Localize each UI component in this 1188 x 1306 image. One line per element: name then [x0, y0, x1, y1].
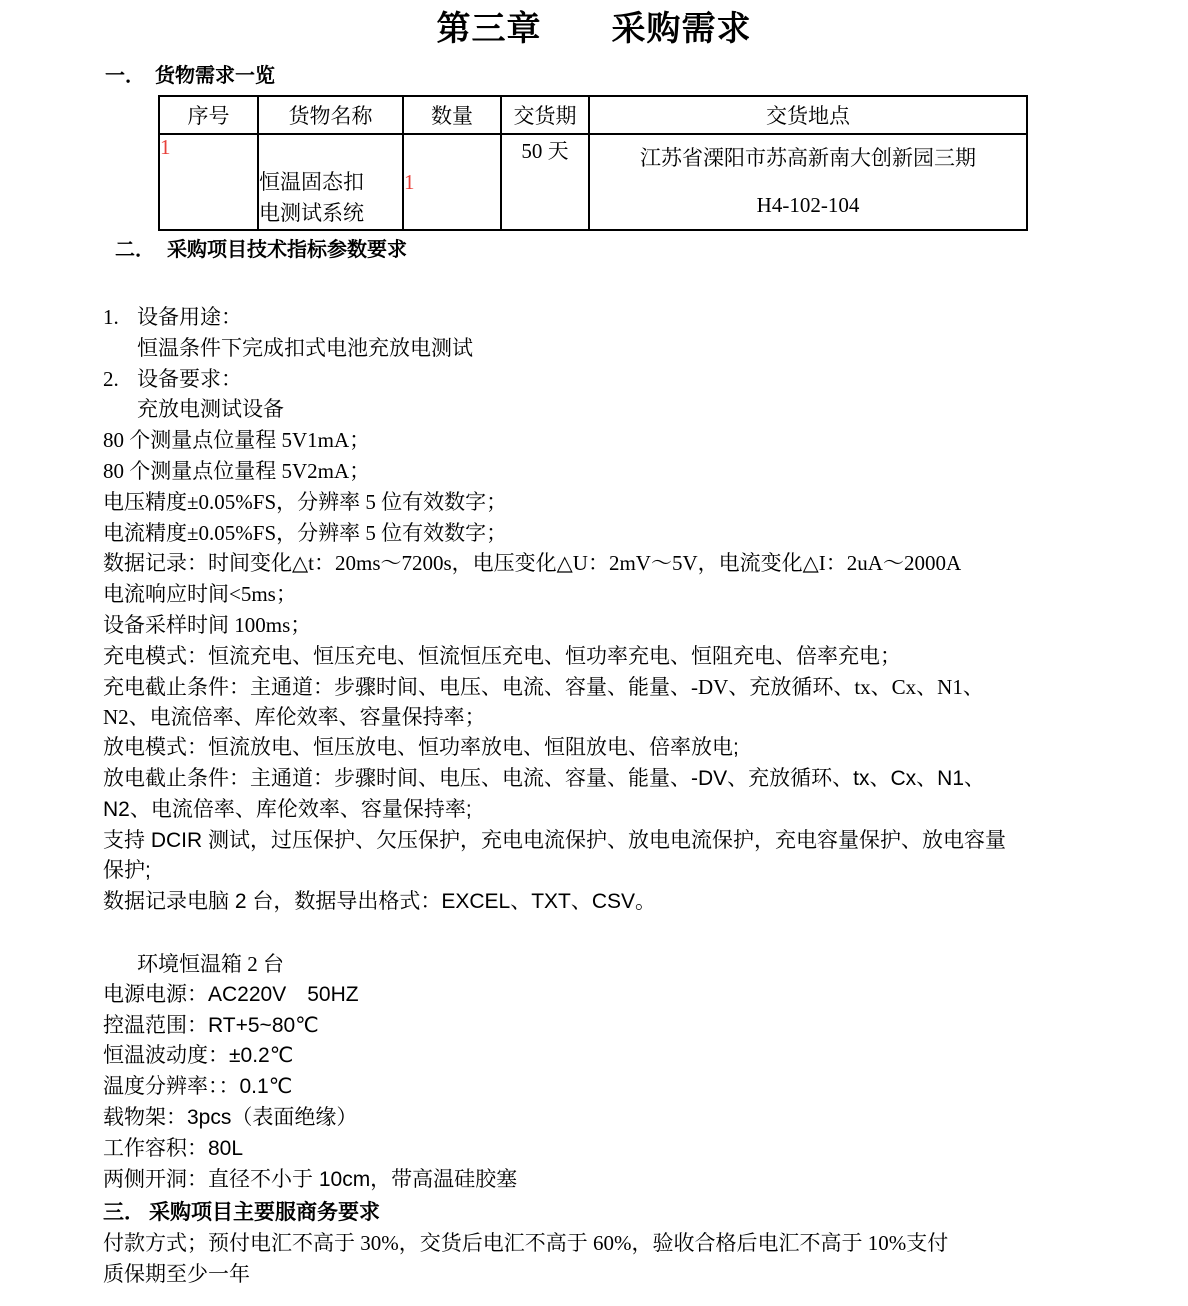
- section-3-number: 三．: [103, 1201, 145, 1225]
- list-item-1-label: 设备用途：: [137, 305, 242, 329]
- spec-line: 放电模式：恒流放电、恒压放电、恒功率放电、恒阻放电、倍率放电;: [103, 736, 739, 760]
- list-item-1-number: 1.: [103, 305, 119, 329]
- spec-line: 80 个测量点位量程 5V2mA；: [103, 458, 371, 483]
- list-item-1: [103, 302, 1093, 333]
- chamber-line: 恒温波动度：±0.2℃: [103, 1044, 294, 1068]
- list-item-2-number: 2.: [103, 366, 119, 391]
- spec-body: [103, 264, 1093, 1195]
- spec-line: 支持 DCIR 测试，过压保护、欠压保护，充电电流保护、放电电流保护，充电容量保护、放电容量: [103, 828, 1006, 852]
- spec-line: 充电模式：恒流充电、恒压充电、恒流恒压充电、恒功率充电、恒阻充电、倍率充电；: [103, 643, 901, 668]
- section-2-number: 二．: [115, 239, 155, 261]
- location-line2: H4-102-104: [756, 193, 860, 217]
- section-1-number: 一．: [105, 65, 145, 87]
- col-header-qty: 数量: [403, 96, 501, 134]
- spec-line: 保护;: [103, 859, 151, 883]
- spec-line: 80 个测量点位量程 5V1mA；: [103, 428, 371, 453]
- cell-qty: [403, 134, 501, 230]
- spec-line: 电压精度±0.05%FS，分辨率 5 位有效数字；: [103, 489, 508, 514]
- chamber-line: 温度分辨率：：0.1℃: [103, 1075, 293, 1099]
- section-2-heading: [115, 237, 1188, 264]
- commerce-line: 质保期至少一年: [103, 1262, 250, 1287]
- spec-line: 数据记录电脑 2 台，数据导出格式：EXCEL、TXT、CSV。: [103, 890, 657, 914]
- goods-name-line1: 恒温固态扣: [259, 170, 364, 194]
- commerce-line: 付款方式；预付电汇不高于 30%，交货后电汇不高于 60%，验收合格后电汇不高于 10%支付: [103, 1231, 949, 1256]
- delivery-value: 50 天: [521, 139, 569, 163]
- section-3-title: 采购项目主要服商务要求: [149, 1201, 380, 1225]
- spec-line: N2、电流倍率、库伦效率、容量保持率;: [103, 797, 472, 821]
- cell-seq: [159, 134, 258, 230]
- section-1-title: 货物需求一览: [155, 65, 275, 87]
- spec-line: N2、电流倍率、库伦效率、容量保持率；: [103, 705, 486, 730]
- list-item-2: [103, 364, 1093, 395]
- spec-line: 电流精度±0.05%FS，分辨率 5 位有效数字；: [103, 520, 508, 545]
- section-2-title: 采购项目技术指标参数要求: [167, 239, 407, 261]
- spacer: [103, 918, 1093, 949]
- col-header-delivery: 交货期: [501, 96, 589, 134]
- spec-line: 充电截止条件：主通道：步骤时间、电压、电流、容量、能量、-DV、充放循环、tx、Cx、N1、: [103, 674, 984, 699]
- section-1-heading: [105, 63, 1188, 90]
- qty-value: 1: [404, 169, 415, 194]
- location-line1: 江苏省溧阳市苏高新南大创新园三期: [640, 146, 976, 170]
- list-item-2-label: 设备要求：: [137, 366, 242, 391]
- chapter-title: 第三章 采购需求: [436, 11, 752, 48]
- col-header-location: 交货地点: [589, 96, 1027, 134]
- goods-table-header-row: [159, 96, 1027, 134]
- cell-delivery: [501, 134, 589, 230]
- spec-line: 放电截止条件：主通道：步骤时间、电压、电流、容量、能量、-DV、充放循环、tx、Cx、N1、: [103, 766, 986, 790]
- chamber-line: 工作容积：80L: [103, 1136, 244, 1160]
- section-3-heading: [103, 1198, 1188, 1228]
- goods-table: [158, 95, 1028, 231]
- chamber-intro: 环境恒温箱 2 台: [137, 951, 284, 976]
- spec-line: 设备采样时间 100ms；: [103, 612, 312, 637]
- list-item-2-detail: 充放电测试设备: [137, 397, 284, 422]
- chamber-line: 电源电源：AC220V 50HZ: [103, 982, 359, 1006]
- chamber-line: 载物架：3pcs（表面绝缘）: [103, 1105, 358, 1129]
- goods-table-row: [159, 134, 1027, 230]
- col-header-seq: 序号: [159, 96, 258, 134]
- chamber-line: 两侧开洞：直径不小于 10cm，带高温硅胶塞: [103, 1167, 518, 1191]
- cell-location: [589, 134, 1027, 230]
- cell-name: [258, 134, 403, 230]
- list-item-1-detail: 恒温条件下完成扣式电池充放电测试: [137, 335, 473, 360]
- spec-line: 电流响应时间<5ms；: [103, 582, 297, 607]
- spacer: [103, 264, 1093, 302]
- col-header-name: 货物名称: [258, 96, 403, 134]
- seq-value: 1: [160, 135, 171, 159]
- chamber-line: 控温范围：RT+5~80℃: [103, 1013, 319, 1037]
- spec-line: 数据记录：时间变化△t：20ms～7200s，电压变化△U：2mV～5V，电流变化△I：2uA～2000A: [103, 551, 962, 576]
- goods-name-line2: 电测试系统: [259, 201, 364, 225]
- commerce-body: [103, 1228, 1093, 1290]
